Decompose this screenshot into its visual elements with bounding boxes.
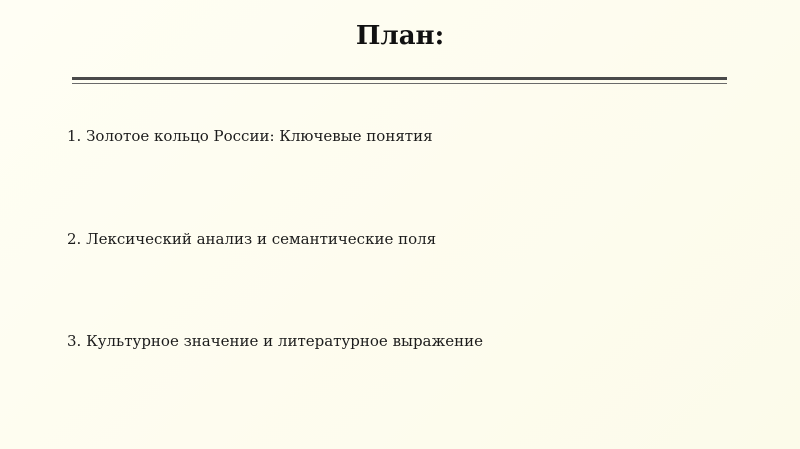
title-divider-thick: [72, 77, 727, 80]
plan-item-2: 2. Лексический анализ и семантические поля: [67, 230, 437, 248]
slide-title: План:: [355, 21, 445, 51]
plan-item-1: 1. Золотое кольцо России: Ключевые понятия: [67, 127, 433, 145]
title-divider-thin: [72, 83, 727, 84]
plan-item-3: 3. Культурное значение и литературное выражение: [67, 332, 484, 350]
